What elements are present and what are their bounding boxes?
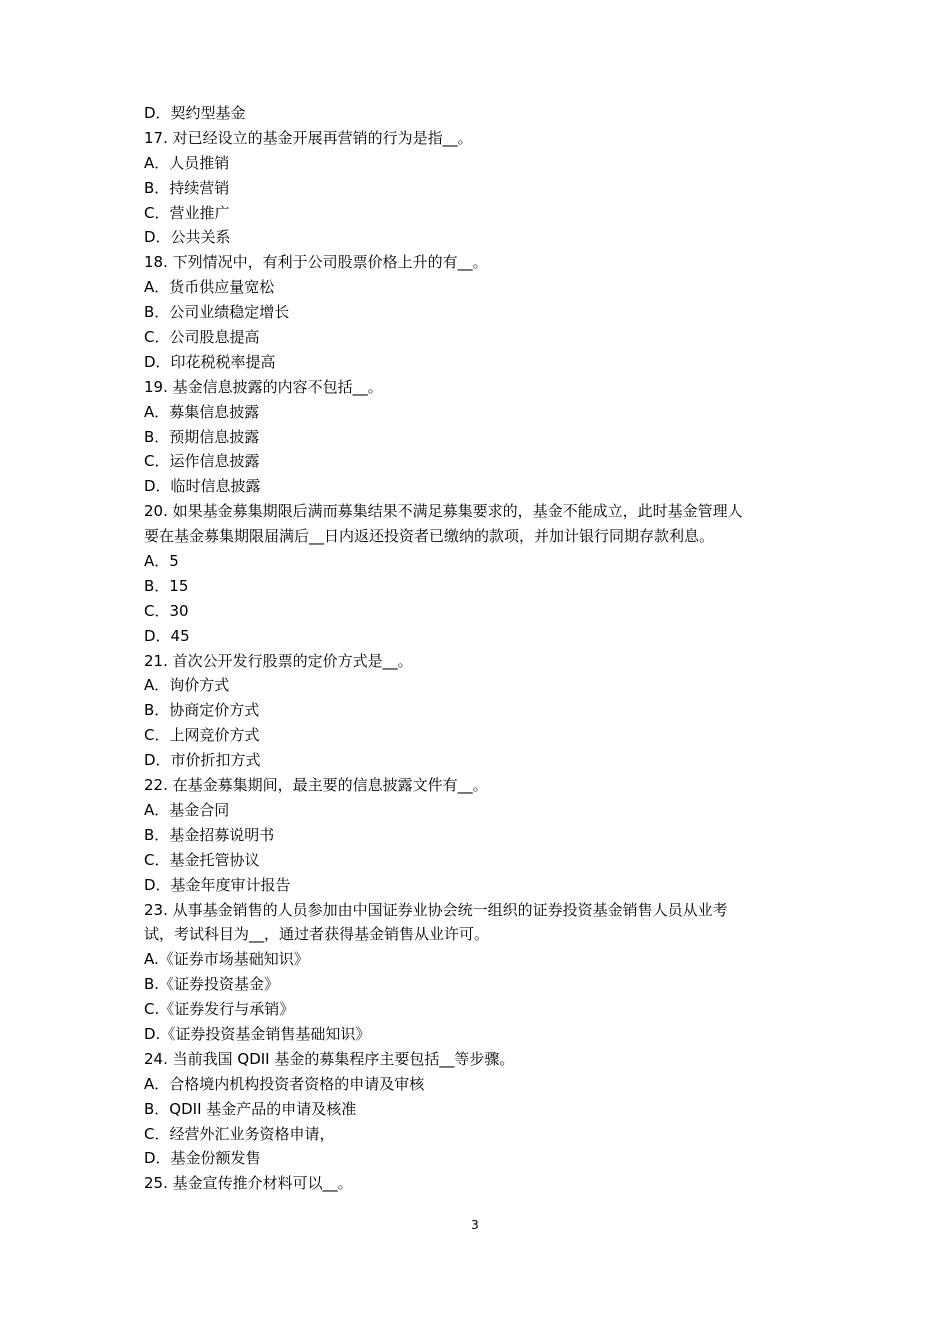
option-line: B．QDII 基金产品的申请及核准 — [144, 1099, 357, 1118]
option-line: A．5 — [144, 552, 179, 571]
option-line: D．基金年度审计报告 — [144, 875, 291, 894]
option-line: C.《证券发行与承销》 — [144, 1000, 295, 1019]
option-line: A.《证券市场基础知识》 — [144, 950, 309, 969]
question-line: 25. 基金宣传推介材料可以__。 — [144, 1174, 353, 1193]
option-line: A．合格境内机构投资者资格的申请及审核 — [144, 1074, 425, 1093]
option-line: B．持续营销 — [144, 178, 230, 197]
option-line: B.《证券投资基金》 — [144, 975, 280, 994]
page-number: 3 — [471, 1218, 479, 1232]
option-line: A．基金合同 — [144, 800, 230, 819]
option-line: D．45 — [144, 626, 190, 645]
option-line: A．货币供应量宽松 — [144, 278, 275, 297]
option-line: D．市价折扣方式 — [144, 751, 261, 770]
option-line: D.《证券投资基金销售基础知识》 — [144, 1024, 371, 1043]
option-line: B．15 — [144, 576, 189, 595]
option-line: C．30 — [144, 601, 189, 620]
option-line: A．人员推销 — [144, 153, 230, 172]
question-line: 19. 基金信息披露的内容不包括__。 — [144, 377, 383, 396]
option-line: C．经营外汇业务资格申请， — [144, 1124, 335, 1143]
option-line: D．契约型基金 — [144, 104, 246, 122]
option-line: B．协商定价方式 — [144, 701, 260, 720]
question-line: 22. 在基金募集期间，最主要的信息披露文件有__。 — [144, 776, 488, 795]
option-line: D．临时信息披露 — [144, 477, 261, 496]
option-line: C．上网竞价方式 — [144, 726, 260, 745]
question-line: 23. 从事基金销售的人员参加由中国证券业协会统一组织的证券投资基金销售人员从业考 — [144, 900, 728, 919]
question-line: 20. 如果基金募集期限后满而募集结果不满足募集要求的，基金不能成立，此时基金管理人 — [144, 502, 743, 521]
option-line: D．基金份额发售 — [144, 1149, 261, 1168]
question-line: 18. 下列情况中，有利于公司股票价格上升的有__。 — [144, 253, 488, 272]
option-line: B．公司业绩稳定增长 — [144, 303, 290, 322]
question-line: 17. 对已经设立的基金开展再营销的行为是指__。 — [144, 128, 473, 147]
option-line: D．公共关系 — [144, 228, 231, 247]
option-line: A．募集信息披露 — [144, 402, 260, 421]
option-line: C．基金托管协议 — [144, 850, 260, 869]
option-line: D．印花税税率提高 — [144, 352, 276, 371]
question-line-continued: 要在基金募集期限届满后__日内返还投资者已缴纳的款项，并加计银行同期存款利息。 — [144, 527, 715, 546]
option-line: A．询价方式 — [144, 676, 230, 695]
option-line: C．公司股息提高 — [144, 328, 260, 347]
option-line: C．运作信息披露 — [144, 452, 260, 471]
option-line: C．营业推广 — [144, 203, 230, 222]
question-line: 21. 首次公开发行股票的定价方式是__。 — [144, 651, 413, 670]
question-list — [144, 101, 824, 1196]
option-line: B．基金招募说明书 — [144, 825, 275, 844]
option-line: B．预期信息披露 — [144, 427, 260, 446]
question-line-continued: 试，考试科目为__，通过者获得基金销售从业许可。 — [144, 925, 490, 944]
question-line: 24. 当前我国 QDII 基金的募集程序主要包括__等步骤。 — [144, 1049, 515, 1068]
